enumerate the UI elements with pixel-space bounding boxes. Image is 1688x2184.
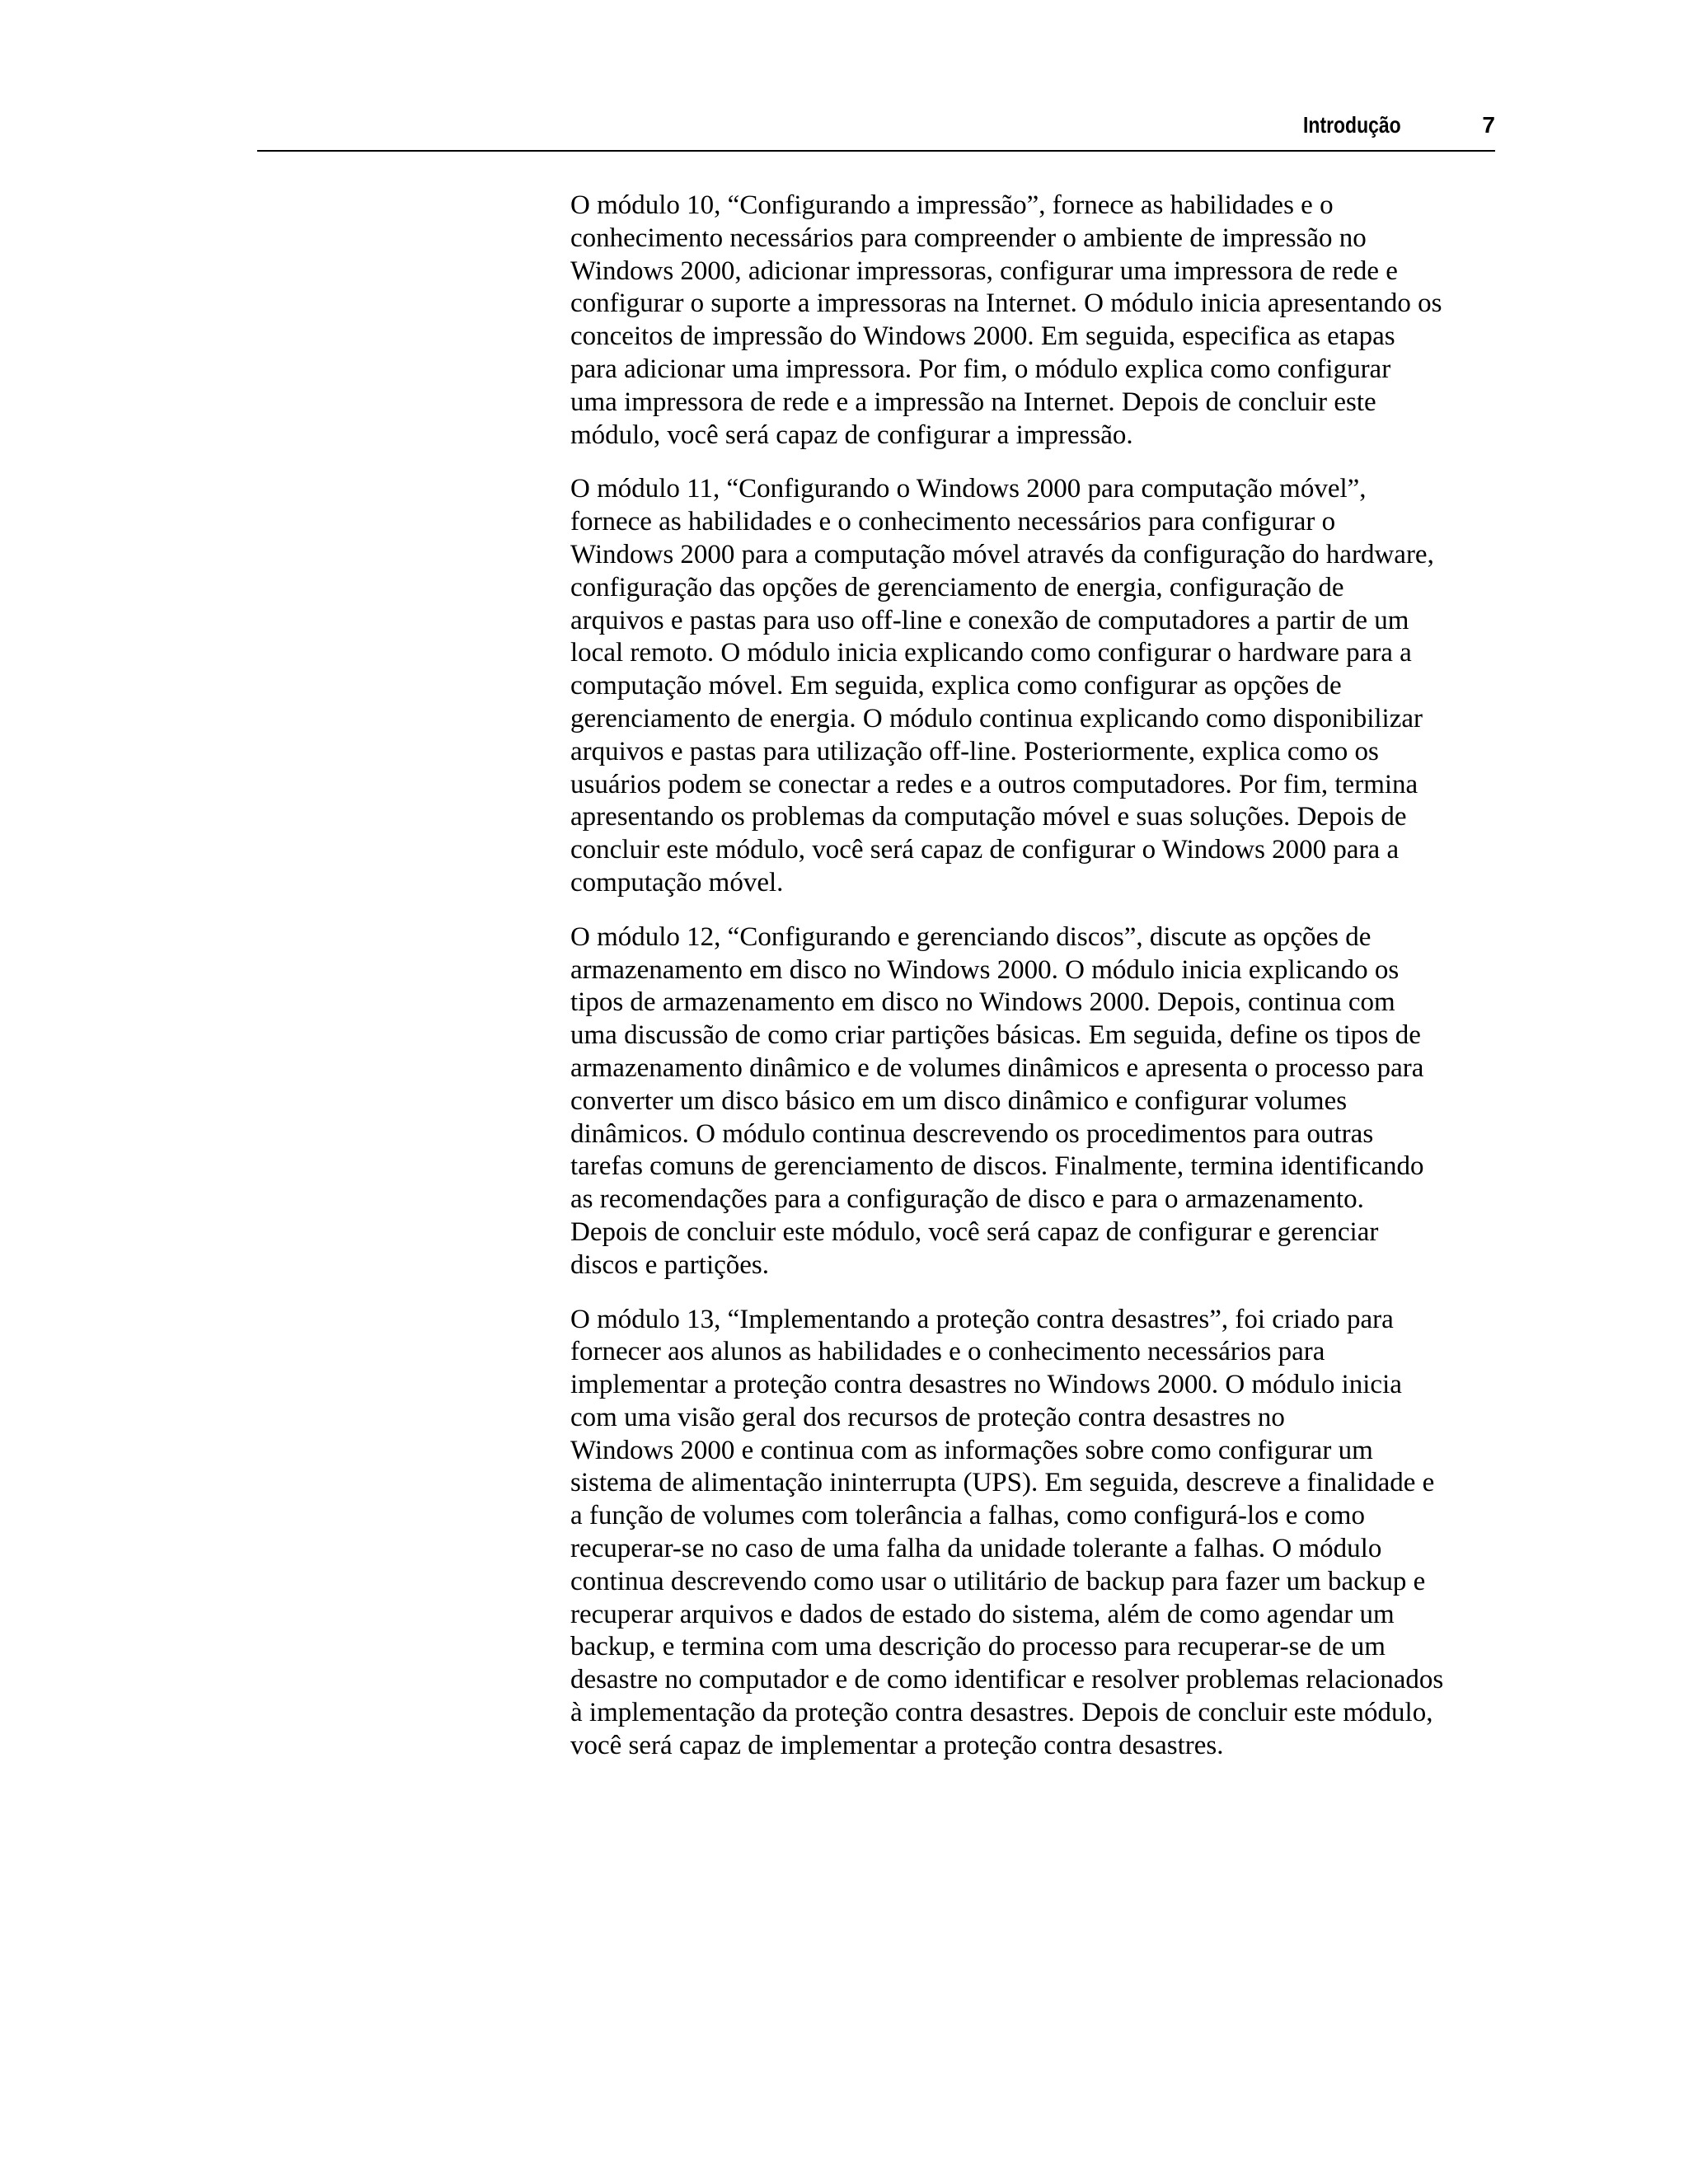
text-line: Depois de concluir este módulo, você será capaz de configurar e gerenciar bbox=[570, 1216, 1379, 1247]
text-line: conhecimento necessários para compreender o ambiente de impressão no bbox=[570, 223, 1367, 253]
text-line: uma discussão de como criar partições básicas. Em seguida, define os tipos de bbox=[570, 1020, 1421, 1051]
text-line: as recomendações para a configuração de disco e para o armazenamento. bbox=[570, 1184, 1364, 1215]
text-line: dinâmicos. O módulo continua descrevendo os procedimentos para outras bbox=[570, 1118, 1374, 1149]
paragraph-module-11 bbox=[570, 473, 1502, 899]
text-line: arquivos e pastas para utilização off-line. Posteriormente, explica como os bbox=[570, 736, 1379, 766]
page-header bbox=[257, 109, 1495, 152]
text-line: recuperar arquivos e dados de estado do sistema, além de como agendar um bbox=[570, 1599, 1395, 1629]
text-line: sistema de alimentação ininterrupta (UPS). Em seguida, descreve a finalidade e bbox=[570, 1468, 1435, 1498]
text-line: uma impressora de rede e a impressão na Internet. Depois de concluir este bbox=[570, 387, 1376, 417]
text-line: apresentando os problemas da computação móvel e suas soluções. Depois de bbox=[570, 802, 1407, 832]
paragraph-module-10 bbox=[570, 190, 1502, 452]
text-line: recuperar-se no caso de uma falha da unidade tolerante a falhas. O módulo bbox=[570, 1534, 1382, 1564]
text-line: converter um disco básico em um disco dinâmico e configurar volumes bbox=[570, 1085, 1348, 1116]
section-title: Introdução bbox=[1303, 112, 1401, 138]
text-line: implementar a proteção contra desastres no Windows 2000. O módulo inicia bbox=[570, 1370, 1402, 1400]
text-line: gerenciamento de energia. O módulo continua explicando como disponibilizar bbox=[570, 703, 1423, 733]
text-line: para adicionar uma impressora. Por fim, o módulo explica como configurar bbox=[570, 354, 1391, 384]
paragraph-module-12 bbox=[570, 921, 1502, 1282]
text-line: discos e partições. bbox=[570, 1249, 770, 1280]
text-line: Windows 2000 para a computação móvel através da configuração do hardware, bbox=[570, 539, 1434, 569]
text-line: concluir este módulo, você será capaz de configurar o Windows 2000 para a bbox=[570, 835, 1400, 865]
text-line: com uma visão geral dos recursos de proteção contra desastres no bbox=[570, 1402, 1285, 1432]
text-line: módulo, você será capaz de configurar a impressão. bbox=[570, 419, 1133, 450]
text-line: configurar o suporte a impressoras na Internet. O módulo inicia apresentando os bbox=[570, 288, 1442, 319]
text-line: O módulo 12, “Configurando e gerenciando discos”, discute as opções de bbox=[570, 921, 1372, 952]
text-line: desastre no computador e de como identificar e resolver problemas relacionados bbox=[570, 1665, 1444, 1695]
text-line: Windows 2000, adicionar impressoras, configurar uma impressora de rede e bbox=[570, 255, 1398, 286]
text-line: continua descrevendo como usar o utilitário de backup para fazer um backup e bbox=[570, 1566, 1426, 1596]
text-line: arquivos e pastas para uso off-line e conexão de computadores a partir de um bbox=[570, 605, 1409, 635]
text-line: fornecer aos alunos as habilidades e o conhecimento necessários para bbox=[570, 1337, 1325, 1367]
text-line: O módulo 10, “Configurando a impressão”, fornece as habilidades e o bbox=[570, 190, 1334, 220]
text-line: computação móvel. bbox=[570, 867, 784, 898]
text-line: configuração das opções de gerenciamento de energia, configuração de bbox=[570, 572, 1344, 602]
text-line: O módulo 13, “Implementando a proteção contra desastres”, foi criado para bbox=[570, 1304, 1394, 1334]
text-line: O módulo 11, “Configurando o Windows 2000 para computação móvel”, bbox=[570, 474, 1367, 504]
text-line: tarefas comuns de gerenciamento de discos. Finalmente, termina identificando bbox=[570, 1151, 1424, 1182]
text-line: a função de volumes com tolerância a falhas, como configurá-los e como bbox=[570, 1501, 1365, 1531]
text-line: tipos de armazenamento em disco no Windows 2000. Depois, continua com bbox=[570, 987, 1395, 1018]
text-line: Windows 2000 e continua com as informações sobre como configurar um bbox=[570, 1435, 1373, 1465]
page-number: 7 bbox=[1482, 112, 1495, 138]
paragraph-module-13 bbox=[570, 1304, 1502, 1763]
text-line: à implementação da proteção contra desastres. Depois de concluir este módulo, bbox=[570, 1698, 1433, 1728]
text-line: usuários podem se conectar a redes e a outros computadores. Por fim, termina bbox=[570, 769, 1418, 799]
text-line: local remoto. O módulo inicia explicando como configurar o hardware para a bbox=[570, 638, 1412, 668]
text-line: você será capaz de implementar a proteção contra desastres. bbox=[570, 1730, 1224, 1760]
text-line: fornece as habilidades e o conhecimento necessários para configurar o bbox=[570, 507, 1336, 537]
text-line: backup, e termina com uma descrição do processo para recuperar-se de um bbox=[570, 1632, 1386, 1662]
text-line: computação móvel. Em seguida, explica como configurar as opções de bbox=[570, 671, 1342, 701]
text-line: conceitos de impressão do Windows 2000. Em seguida, especifica as etapas bbox=[570, 321, 1395, 352]
text-line: armazenamento em disco no Windows 2000. O módulo inicia explicando os bbox=[570, 954, 1400, 985]
text-line: armazenamento dinâmico e de volumes dinâmicos e apresenta o processo para bbox=[570, 1052, 1424, 1083]
body-text bbox=[570, 190, 1502, 1784]
